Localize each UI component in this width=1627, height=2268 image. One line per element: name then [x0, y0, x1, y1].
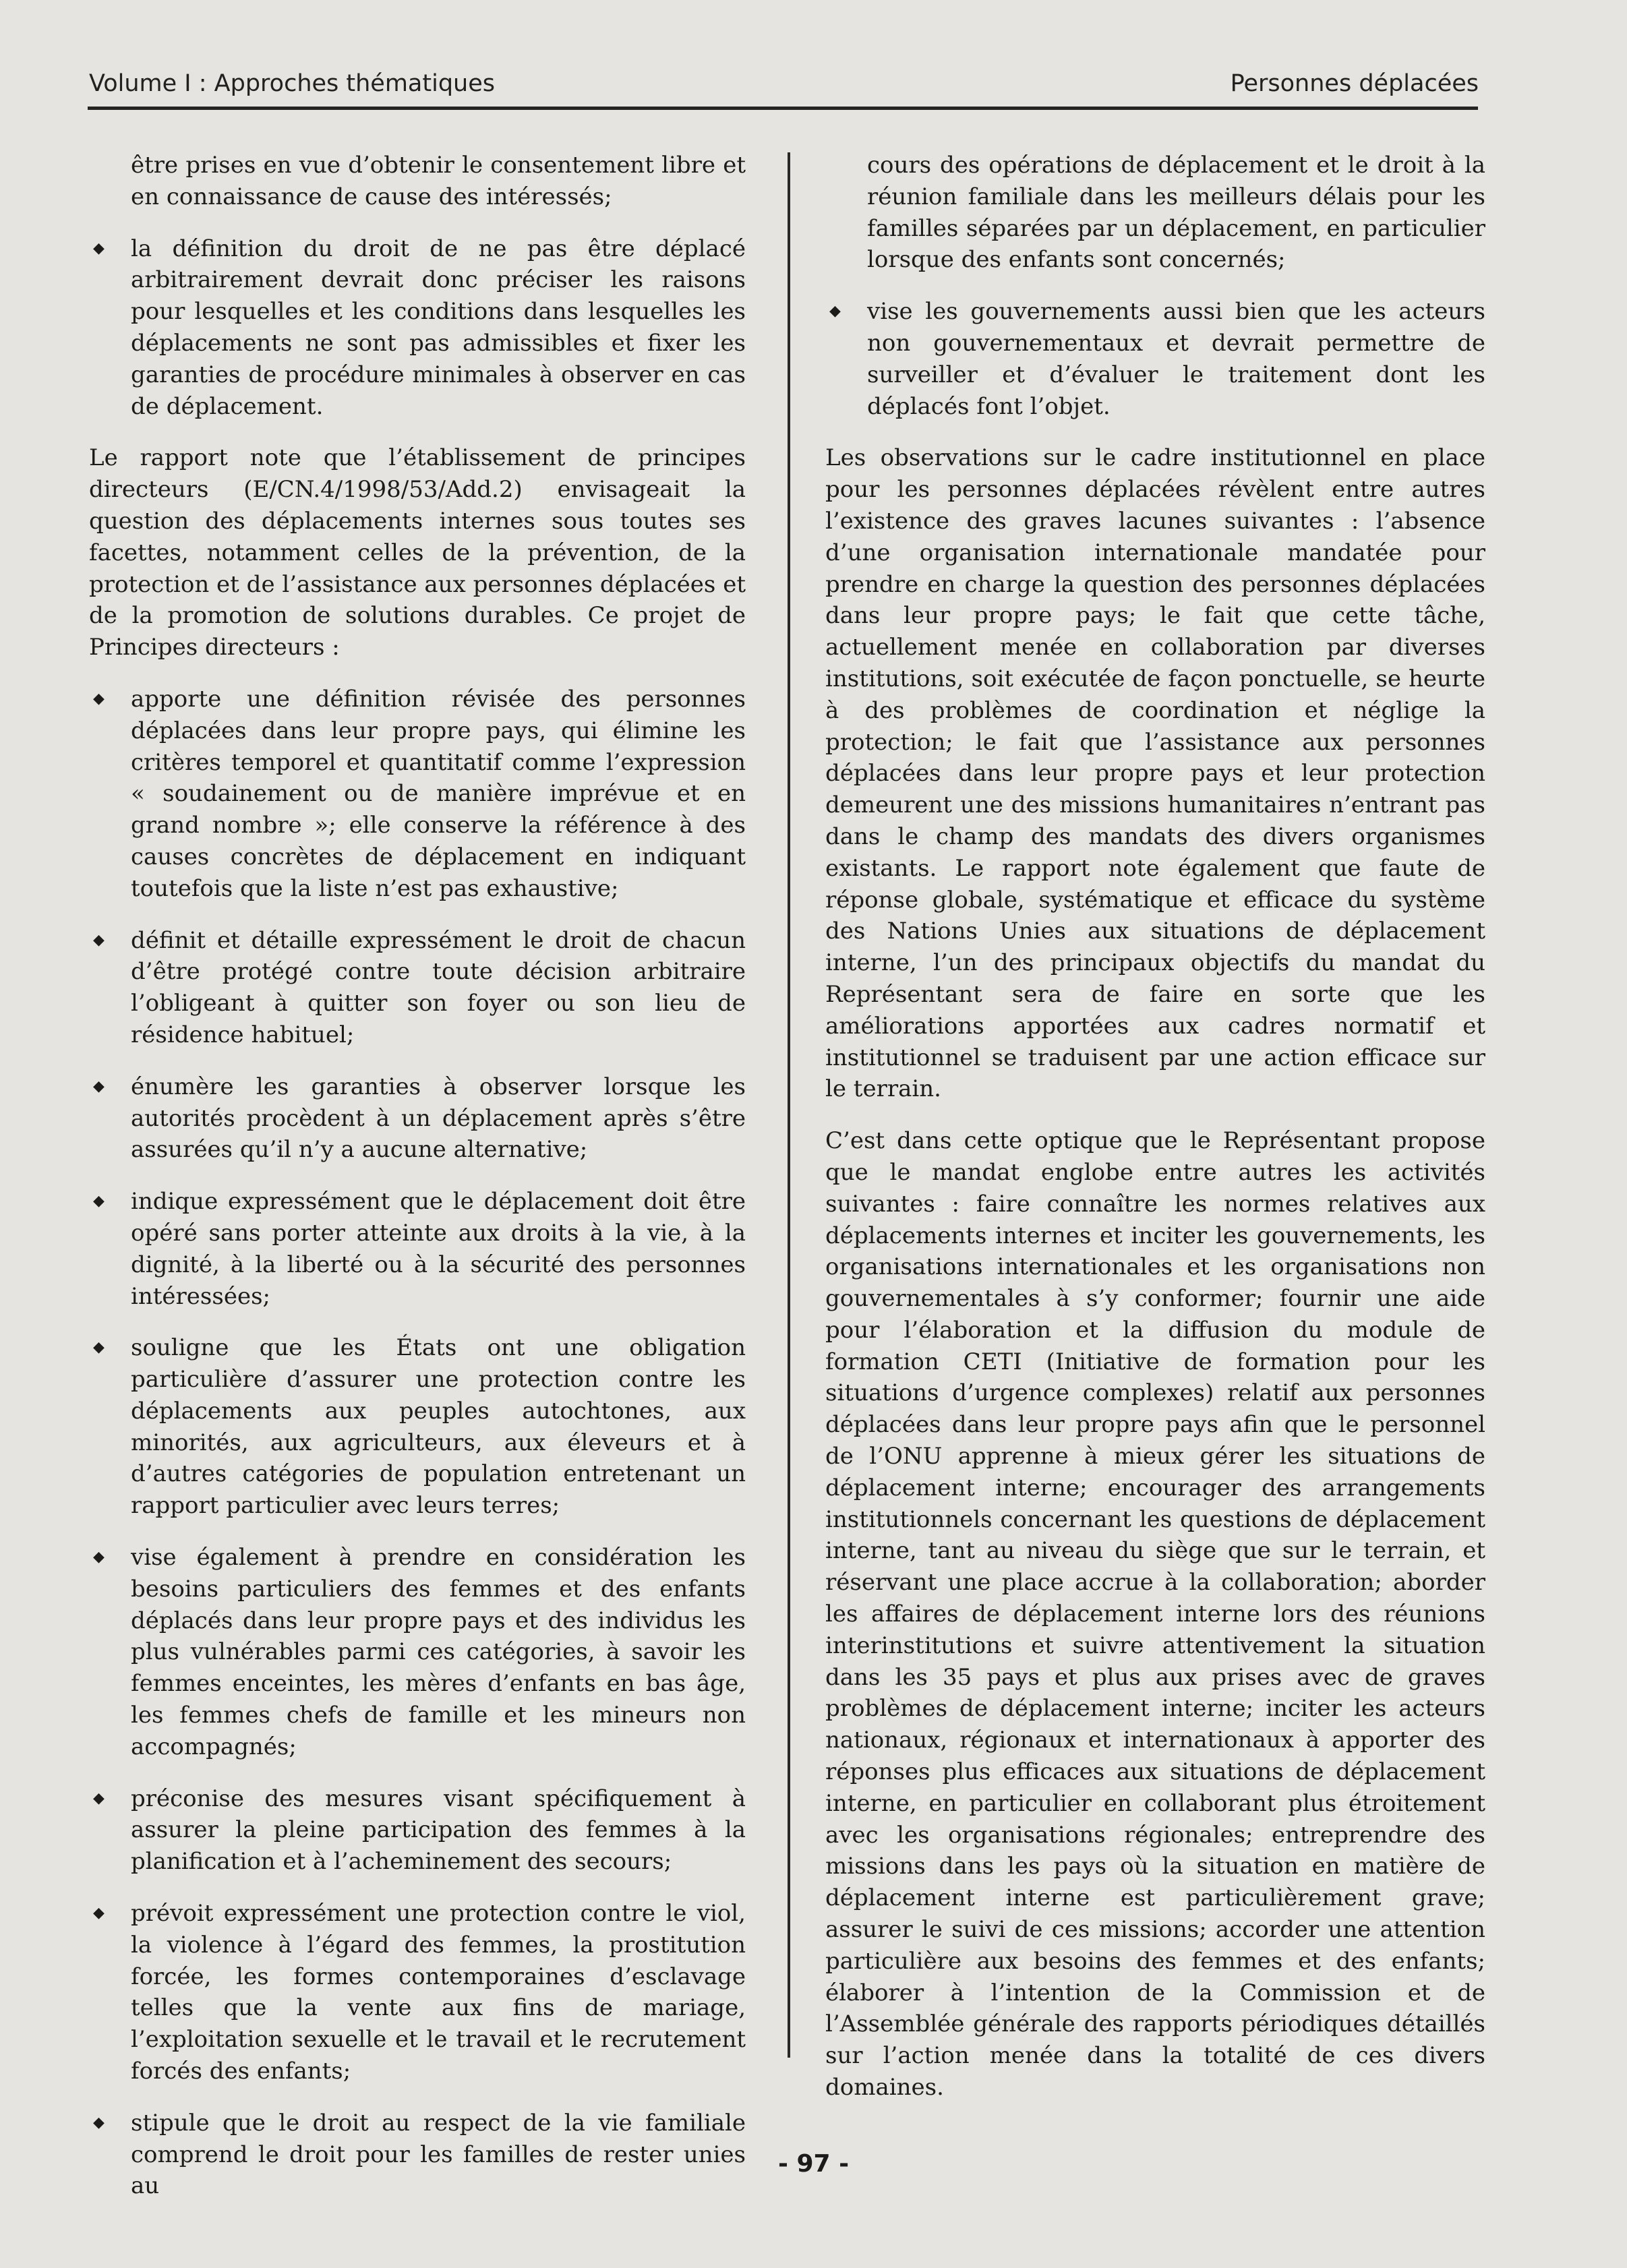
running-header	[89, 70, 1479, 97]
bullet-icon: ◆	[93, 1549, 105, 1566]
institutional-framework-paragraph: Les observations sur le cadre institutionnel en place pour les personnes déplacées révèlent entre autres l’existence des graves lacunes suivantes : l’absence d’une organisation internationale mandatée pour prendre en charge la question des personnes déplacées dans leur propre pays; le fait que cette tâche, actuellement menée en collaboration par diverses institutions, soit exécutée de façon ponctuelle, se heurte à des problèmes de coordination et néglige la protection; le fait que l’assistance aux personnes déplacées dans leur propre pays et leur protection demeurent une des missions humanitaires n’entrant pas dans le champ des mandats des divers organismes existants. Le rapport note également que faute de réponse globale, systématique et efficace du système des Nations Unies aux situations de déplacement interne, l’un des principaux objectifs du mandat du Représentant sera de faire en sorte que les améliorations apportées aux cadres normatif et institutionnel se traduisent par une action efficace sur le terrain.	[825, 444, 1485, 1103]
header-volume-title: Volume I : Approches thématiques	[89, 70, 495, 97]
list-item: ◆ stipule que le droit au respect de la vie familiale comprend le droit pour les familles de rester unies au	[89, 2108, 746, 2202]
list-item: ◆ apporte une définition révisée des personnes déplacées dans leur propre pays, qui élimine les critères temporel et quantitatif comme l’expression « soudainement ou de manière imprévue et en grand nombre »; elle conserve la référence à des causes concrètes de déplacement en indiquant toutefois que la liste n’est pas exhaustive;	[89, 684, 746, 905]
bullet-icon: ◆	[93, 1193, 105, 1210]
list-item: ◆ prévoit expressément une protection contre le viol, la violence à l’égard des femmes, la prostitution forcée, les formes contemporaines d’esclavage telles que la vente aux fins de mariage, l’exploitation sexuelle et le travail et le recrutement forcés des enfants;	[89, 1898, 746, 2087]
bullet-icon: ◆	[93, 1905, 105, 1922]
header-rule	[88, 107, 1478, 110]
bullet-icon: ◆	[93, 1789, 105, 1807]
left-top-bullet-list	[89, 233, 746, 423]
list-item: ◆ vise également à prendre en considération les besoins particuliers des femmes et des enfants déplacés dans leur propre pays et des individus les plus vulnérables parmi ces catégories, à savoir les femmes enceintes, les mères d’enfants en bas âge, les femmes chefs de famille et les mineurs non accompagnés;	[89, 1542, 746, 1763]
right-continuation-text: cours des opérations de déplacement et le droit à la réunion familiale dans les meilleurs délais pour les familles séparées par un déplacement, en particulier lorsque des enfants sont concernés;	[867, 152, 1485, 274]
right-column	[825, 150, 1485, 2124]
bullet-icon: ◆	[93, 239, 105, 257]
bullet-icon: ◆	[93, 1077, 105, 1095]
bullet-icon: ◆	[93, 1339, 105, 1356]
left-paragraph: Le rapport note que l’établissement de principes directeurs (E/CN.4/1998/53/Add.2) envisageait la question des déplacements internes sous toutes ses facettes, notamment celles de la prévention, de la protection et de l’assistance aux personnes déplacées et de la promotion de solutions durables. Ce projet de Principes directeurs :	[89, 444, 746, 661]
list-item: ◆ vise les gouvernements aussi bien que les acteurs non gouvernementaux et devrait permettre de surveiller et d’évaluer le traitement dont les déplacés font l’objet.	[825, 296, 1485, 422]
right-bullet-list	[825, 296, 1485, 422]
list-item: ◆ souligne que les États ont une obligation particulière d’assurer une protection contre les déplacements aux peuples autochtones, aux minorités, aux agriculteurs, aux éleveurs et à d’autres catégories de population entretenant un rapport particulier avec leurs terres;	[89, 1332, 746, 1522]
bullet-icon: ◆	[93, 690, 105, 707]
list-item: ◆ préconise des mesures visant spécifiquement à assurer la pleine participation des femmes à la planification et à l’acheminement des secours;	[89, 1783, 746, 1878]
bullet-icon: ◆	[93, 2114, 105, 2131]
mandate-activities-paragraph: C’est dans cette optique que le Représentant propose que le mandat englobe entre autres les activités suivantes : faire connaître les normes relatives aux déplacements internes et inciter les gouvernements, les organisations internationales et les organisations non gouvernementales à s’y conformer; fournir une aide pour l’élaboration et la diffusion du module de formation CETI (Initiative de formation pour les situations d’urgence complexes) relatif aux personnes déplacées dans leur propre pays afin que le personnel de l’ONU apprenne à mieux gérer les situations de déplacement interne; encourager des arrangements institutionnels concernant les questions de déplacement interne, tant au niveau du siège que sur le terrain, et réservant une place accrue à la collaboration; aborder les affaires de déplacement interne lors des réunions interinstitutions et suivre attentivement la situation dans les 35 pays et plus aux prises avec de graves problèmes de déplacement interne; inciter les acteurs nationaux, régionaux et internationaux à apporter des réponses plus efficaces aux situations de déplacement interne, en particulier en collaborant plus étroitement avec les organisations régionales; entreprendre des missions dans les pays où la situation en matière de déplacement interne est particulièrement grave; assurer le suivi de ces missions; accorder une attention particulière aux besoins des femmes et des enfants; élaborer à l’intention de la Commission et de l’Assemblée générale des rapports périodiques détaillés sur l’action menée dans la totalité de ces divers domaines.	[825, 1127, 1485, 2101]
bullet-icon: ◆	[829, 303, 841, 320]
page-number: - 97 -	[777, 2150, 850, 2178]
left-column	[89, 150, 746, 2222]
principles-bullet-list	[89, 684, 746, 2202]
header-section-title: Personnes déplacées	[1230, 70, 1479, 97]
column-divider	[788, 152, 790, 2058]
list-item: ◆ énumère les garanties à observer lorsque les autorités procèdent à un déplacement après s’être assurées qu’il n’y a aucune alternative;	[89, 1071, 746, 1166]
bullet-icon: ◆	[93, 931, 105, 949]
left-continuation-text: être prises en vue d’obtenir le consentement libre et en connaissance de cause des intéressés;	[131, 152, 746, 210]
list-item: ◆ définit et détaille expressément le droit de chacun d’être protégé contre toute décision arbitraire l’obligeant à quitter son foyer ou son lieu de résidence habituel;	[89, 925, 746, 1051]
list-item: ◆ indique expressément que le déplacement doit être opéré sans porter atteinte aux droits à la vie, à la dignité, à la liberté ou à la sécurité des personnes intéressées;	[89, 1186, 746, 1312]
list-item: ◆ la définition du droit de ne pas être déplacé arbitrairement devrait donc préciser les raisons pour lesquelles et les conditions dans lesquelles les déplacements ne sont pas admissibles et fixer les garanties de procédure minimales à observer en cas de déplacement.	[89, 233, 746, 423]
